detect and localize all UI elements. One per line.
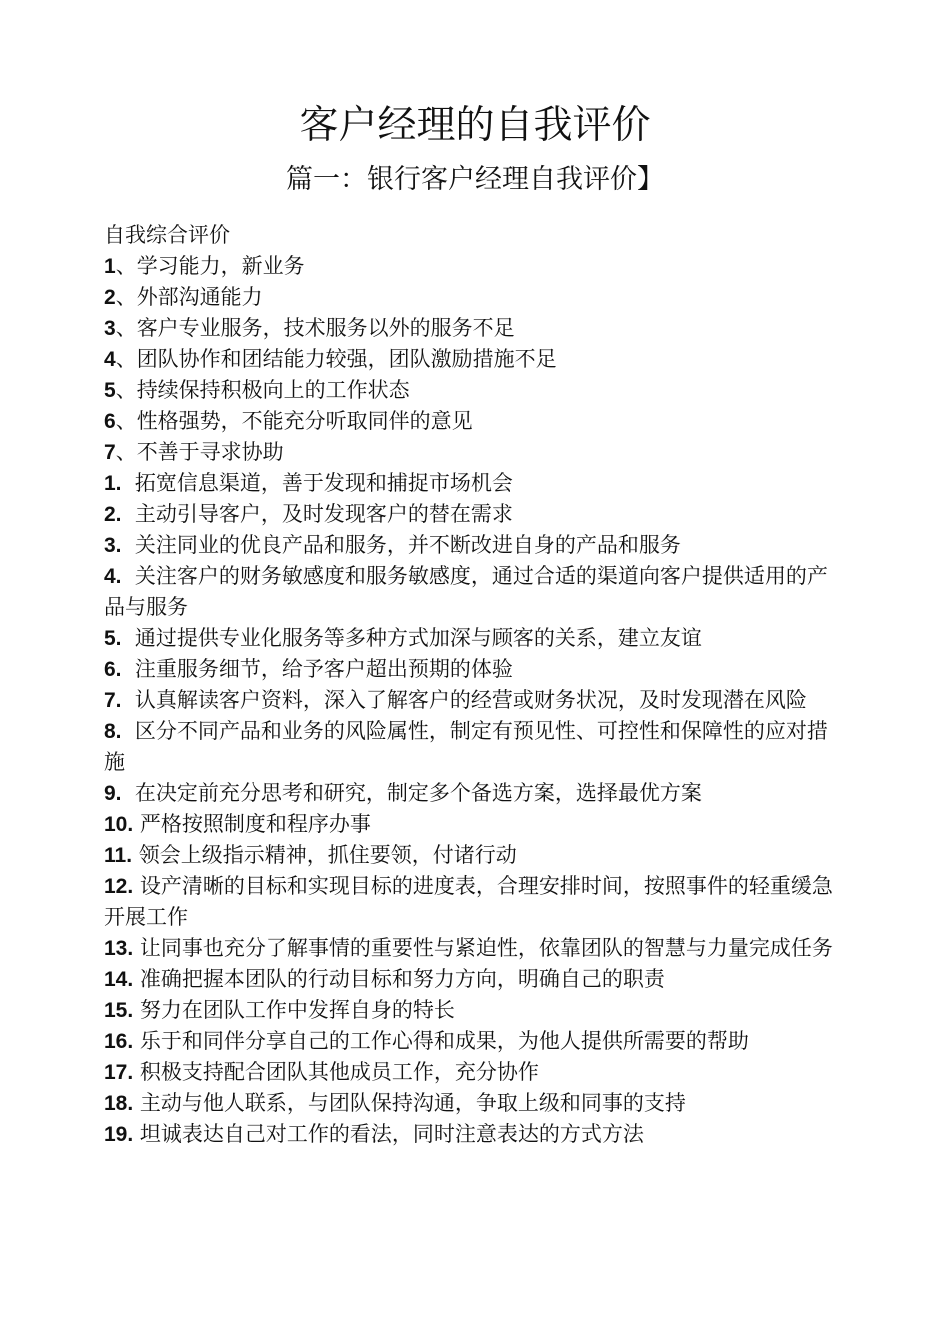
list-item-text: 客户专业服务，技术服务以外的服务不足: [136, 316, 515, 340]
list-item: [104, 871, 846, 933]
list-item-text: 在决定前充分思考和研究，制定多个备选方案，选择最优方案: [134, 781, 702, 805]
list-item: [104, 406, 846, 437]
list-item-number: 9.: [104, 782, 122, 805]
list-item-text: 让同事也充分了解事情的重要性与紧迫性，依靠团队的智慧与力量完成任务: [139, 936, 833, 960]
list-item-separator: [133, 874, 140, 898]
list-item-separator: [133, 936, 140, 960]
list-item-text: 区分不同产品和业务的风险属性，制定有预见性、可控性和保障性的应对措施: [104, 719, 828, 774]
list-item: [104, 685, 846, 716]
list-item: [104, 499, 846, 530]
list-item-number: 14.: [104, 968, 134, 991]
list-item-text: 持续保持积极向上的工作状态: [136, 378, 410, 402]
list-item-number: 11.: [104, 844, 133, 867]
list-item-text: 主动与他人联系，与团队保持沟通，争取上级和同事的支持: [139, 1091, 686, 1115]
list-item-number: 13.: [104, 937, 134, 960]
list-item-separator: 、: [115, 316, 137, 340]
list-item: [104, 778, 846, 809]
list-item: [104, 964, 846, 995]
list-item-number: 7: [104, 441, 116, 464]
list-item: [104, 809, 846, 840]
list-item-separator: [132, 843, 139, 867]
list-item-number: 16.: [104, 1030, 134, 1053]
list-item-separator: [133, 1122, 140, 1146]
list-item: [104, 313, 846, 344]
list-item-number: 4: [104, 348, 116, 371]
list-item-text: 努力在团队工作中发挥自身的特长: [139, 998, 455, 1022]
list-item-text: 准确把握本团队的行动目标和努力方向，明确自己的职责: [139, 967, 665, 991]
list-item-separator: [122, 533, 135, 557]
list-item-number: 2.: [104, 503, 122, 526]
list-item-text: 严格按照制度和程序办事: [139, 812, 371, 836]
list-item-number: 18.: [104, 1092, 134, 1115]
list-item: [104, 623, 846, 654]
list-item-text: 学习能力，新业务: [136, 254, 305, 278]
list-item: [104, 933, 846, 964]
list-item-text: 拓宽信息渠道，善于发现和捕捉市场机会: [134, 471, 513, 495]
list-item-number: 3: [104, 317, 116, 340]
list-item-number: 8.: [104, 720, 122, 743]
list-item: [104, 375, 846, 406]
list-item-text: 坦诚表达自己对工作的看法，同时注意表达的方式方法: [139, 1122, 644, 1146]
list-item-separator: [133, 1029, 140, 1053]
list-item: [104, 468, 846, 499]
list-item-number: 7.: [104, 689, 122, 712]
document-body: [104, 220, 846, 1150]
list-item-number: 1.: [104, 472, 122, 495]
list-item-number: 17.: [104, 1061, 134, 1084]
list-item-number: 12.: [104, 875, 134, 898]
list-item-separator: 、: [115, 285, 137, 309]
list-item-separator: [122, 626, 135, 650]
list-item-separator: 、: [115, 440, 137, 464]
list-item-number: 5: [104, 379, 116, 402]
list-item-text: 性格强势，不能充分听取同伴的意见: [136, 409, 473, 433]
list-item: [104, 437, 846, 468]
document-subtitle: 篇一：银行客户经理自我评价】: [286, 164, 664, 195]
list-item-separator: [133, 998, 140, 1022]
list-item: [104, 1057, 846, 1088]
evaluation-list: [104, 251, 846, 1150]
list-item: [104, 840, 846, 871]
list-item-separator: [122, 471, 135, 495]
list-item-separator: [122, 688, 135, 712]
document-title: 客户经理的自我评价: [299, 103, 651, 148]
list-item: [104, 251, 846, 282]
list-item-separator: [133, 967, 140, 991]
list-item-number: 6.: [104, 658, 122, 681]
list-item-separator: [122, 781, 135, 805]
list-item-separator: [133, 1091, 140, 1115]
list-item-text: 积极支持配合团队其他成员工作，充分协作: [139, 1060, 539, 1084]
list-item-number: 19.: [104, 1123, 134, 1146]
list-item-text: 不善于寻求协助: [136, 440, 284, 464]
list-item-separator: [133, 812, 140, 836]
list-item-separator: [122, 564, 135, 588]
list-item: [104, 654, 846, 685]
list-item-separator: 、: [115, 409, 137, 433]
list-item-number: 5.: [104, 627, 122, 650]
list-item-separator: [133, 1060, 140, 1084]
list-item-separator: [122, 657, 135, 681]
list-item-separator: 、: [115, 254, 137, 278]
section-heading: 自我综合评价: [104, 223, 230, 247]
list-item: [104, 530, 846, 561]
list-item-text: 主动引导客户，及时发现客户的替在需求: [134, 502, 513, 526]
list-item: [104, 282, 846, 313]
list-item-separator: 、: [115, 378, 137, 402]
list-item-number: 10.: [104, 813, 134, 836]
list-item: [104, 995, 846, 1026]
list-item-number: 2: [104, 286, 116, 309]
list-item-number: 1: [104, 255, 116, 278]
list-item-text: 关注同业的优良产品和服务，并不断改进自身的产品和服务: [134, 533, 681, 557]
list-item-text: 设产清晰的目标和实现目标的进度表，合理安排时间，按照事件的轻重缓急开展工作: [104, 874, 833, 929]
list-item-number: 6: [104, 410, 116, 433]
list-item-text: 外部沟通能力: [136, 285, 263, 309]
list-item: [104, 1119, 846, 1150]
list-item: [104, 1088, 846, 1119]
list-item-number: 4.: [104, 565, 122, 588]
list-item-text: 关注客户的财务敏感度和服务敏感度，通过合适的渠道向客户提供适用的产品与服务: [104, 564, 828, 619]
list-item-text: 团队协作和团结能力较强，团队激励措施不足: [136, 347, 557, 371]
list-item-separator: 、: [115, 347, 137, 371]
list-item-text: 通过提供专业化服务等多种方式加深与顾客的关系，建立友谊: [134, 626, 702, 650]
list-item-text: 认真解读客户资料，深入了解客户的经营或财务状况，及时发现潜在风险: [134, 688, 807, 712]
list-item: [104, 716, 846, 778]
list-item-text: 乐于和同伴分享自己的工作心得和成果，为他人提供所需要的帮助: [139, 1029, 749, 1053]
list-item-text: 注重服务细节，给予客户超出预期的体验: [134, 657, 513, 681]
list-item-number: 15.: [104, 999, 134, 1022]
list-item-text: 领会上级指示精神，抓住要领，付诸行动: [138, 843, 517, 867]
list-item-number: 3.: [104, 534, 122, 557]
list-item-separator: [122, 719, 135, 743]
list-item-separator: [122, 502, 135, 526]
list-item: [104, 344, 846, 375]
list-item: [104, 561, 846, 623]
list-item: [104, 1026, 846, 1057]
